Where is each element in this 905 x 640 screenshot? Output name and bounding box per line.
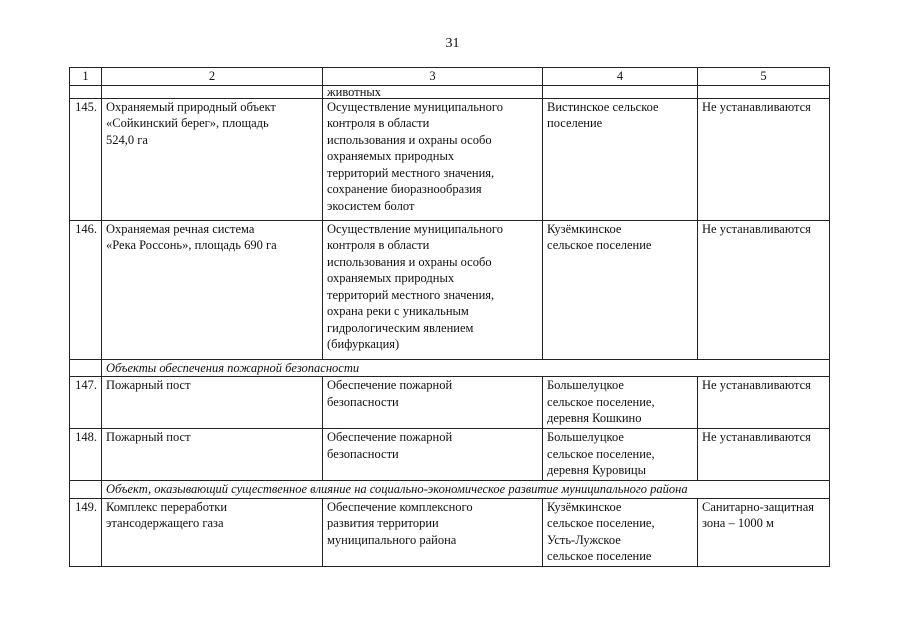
continuation-row (70, 85, 830, 98)
column-header: 3 (323, 68, 543, 86)
object-name: Охраняемая речная система «Река Россонь», площадь 690 га (106, 221, 277, 252)
object-name: Пожарный пост (106, 430, 191, 444)
continuation-text: животных (323, 85, 543, 98)
column-header: 2 (102, 68, 323, 86)
objects-table (69, 67, 830, 567)
object-zone: Не устанавливаются (702, 221, 811, 236)
object-purpose: Осуществление муниципального контроля в области использования и охраны особо охраняемых природных территорий местного значения, охрана реки с уникальным гидрологическим явлением (бифуркация) (327, 221, 503, 351)
section-header-row (70, 481, 830, 499)
object-purpose: Обеспечение пожарной безопасности (327, 430, 453, 461)
row-number: 148. (70, 429, 102, 481)
table-row (70, 377, 830, 429)
object-purpose: Обеспечение комплексного развития территории муниципального района (327, 499, 473, 547)
table-row (70, 220, 830, 359)
object-name: Комплекс переработки этансодержащего газа (106, 499, 228, 530)
section-title-socio-economic: Объект, оказывающий существенное влияние на социально-экономическое развитие муниципального района (102, 481, 830, 499)
column-header: 5 (698, 68, 830, 86)
row-number: 149. (70, 498, 102, 566)
row-number: 147. (70, 377, 102, 429)
object-zone: Не устанавливаются (702, 378, 811, 392)
object-location: Кузёмкинское сельское поселение (547, 221, 652, 252)
row-number: 145. (70, 98, 102, 220)
object-location: Большелуцкое сельское поселение, деревня Куровицы (547, 430, 655, 477)
object-name: Охраняемый природный объект «Сойкинский берег», площадь 524,0 га (106, 99, 276, 147)
object-location: Вистинское сельское поселение (547, 99, 659, 130)
section-title-fire-safety: Объекты обеспечения пожарной безопасности (102, 359, 830, 377)
object-purpose: Обеспечение пожарной безопасности (327, 378, 453, 409)
object-zone: Не устанавливаются (702, 99, 811, 114)
column-header: 1 (70, 68, 102, 86)
table-row (70, 429, 830, 481)
table-row (70, 98, 830, 220)
section-header-row (70, 359, 830, 377)
page-number: 31 (445, 36, 460, 51)
column-header: 4 (543, 68, 698, 86)
table-row (70, 498, 830, 566)
object-zone: Не устанавливаются (702, 430, 811, 444)
row-number: 146. (70, 220, 102, 359)
table-header-row (70, 68, 830, 86)
object-purpose: Осуществление муниципального контроля в области использования и охраны особо охраняемых природных территорий местного значения, сохранение биоразнообразия экосистем болот (327, 99, 503, 213)
object-location: Кузёмкинское сельское поселение, Усть-Лужское сельское поселение (547, 499, 655, 563)
object-location: Большелуцкое сельское поселение, деревня Кошкино (547, 378, 655, 425)
object-name: Пожарный пост (106, 378, 191, 392)
object-zone: Санитарно-защитная зона – 1000 м (702, 499, 815, 530)
